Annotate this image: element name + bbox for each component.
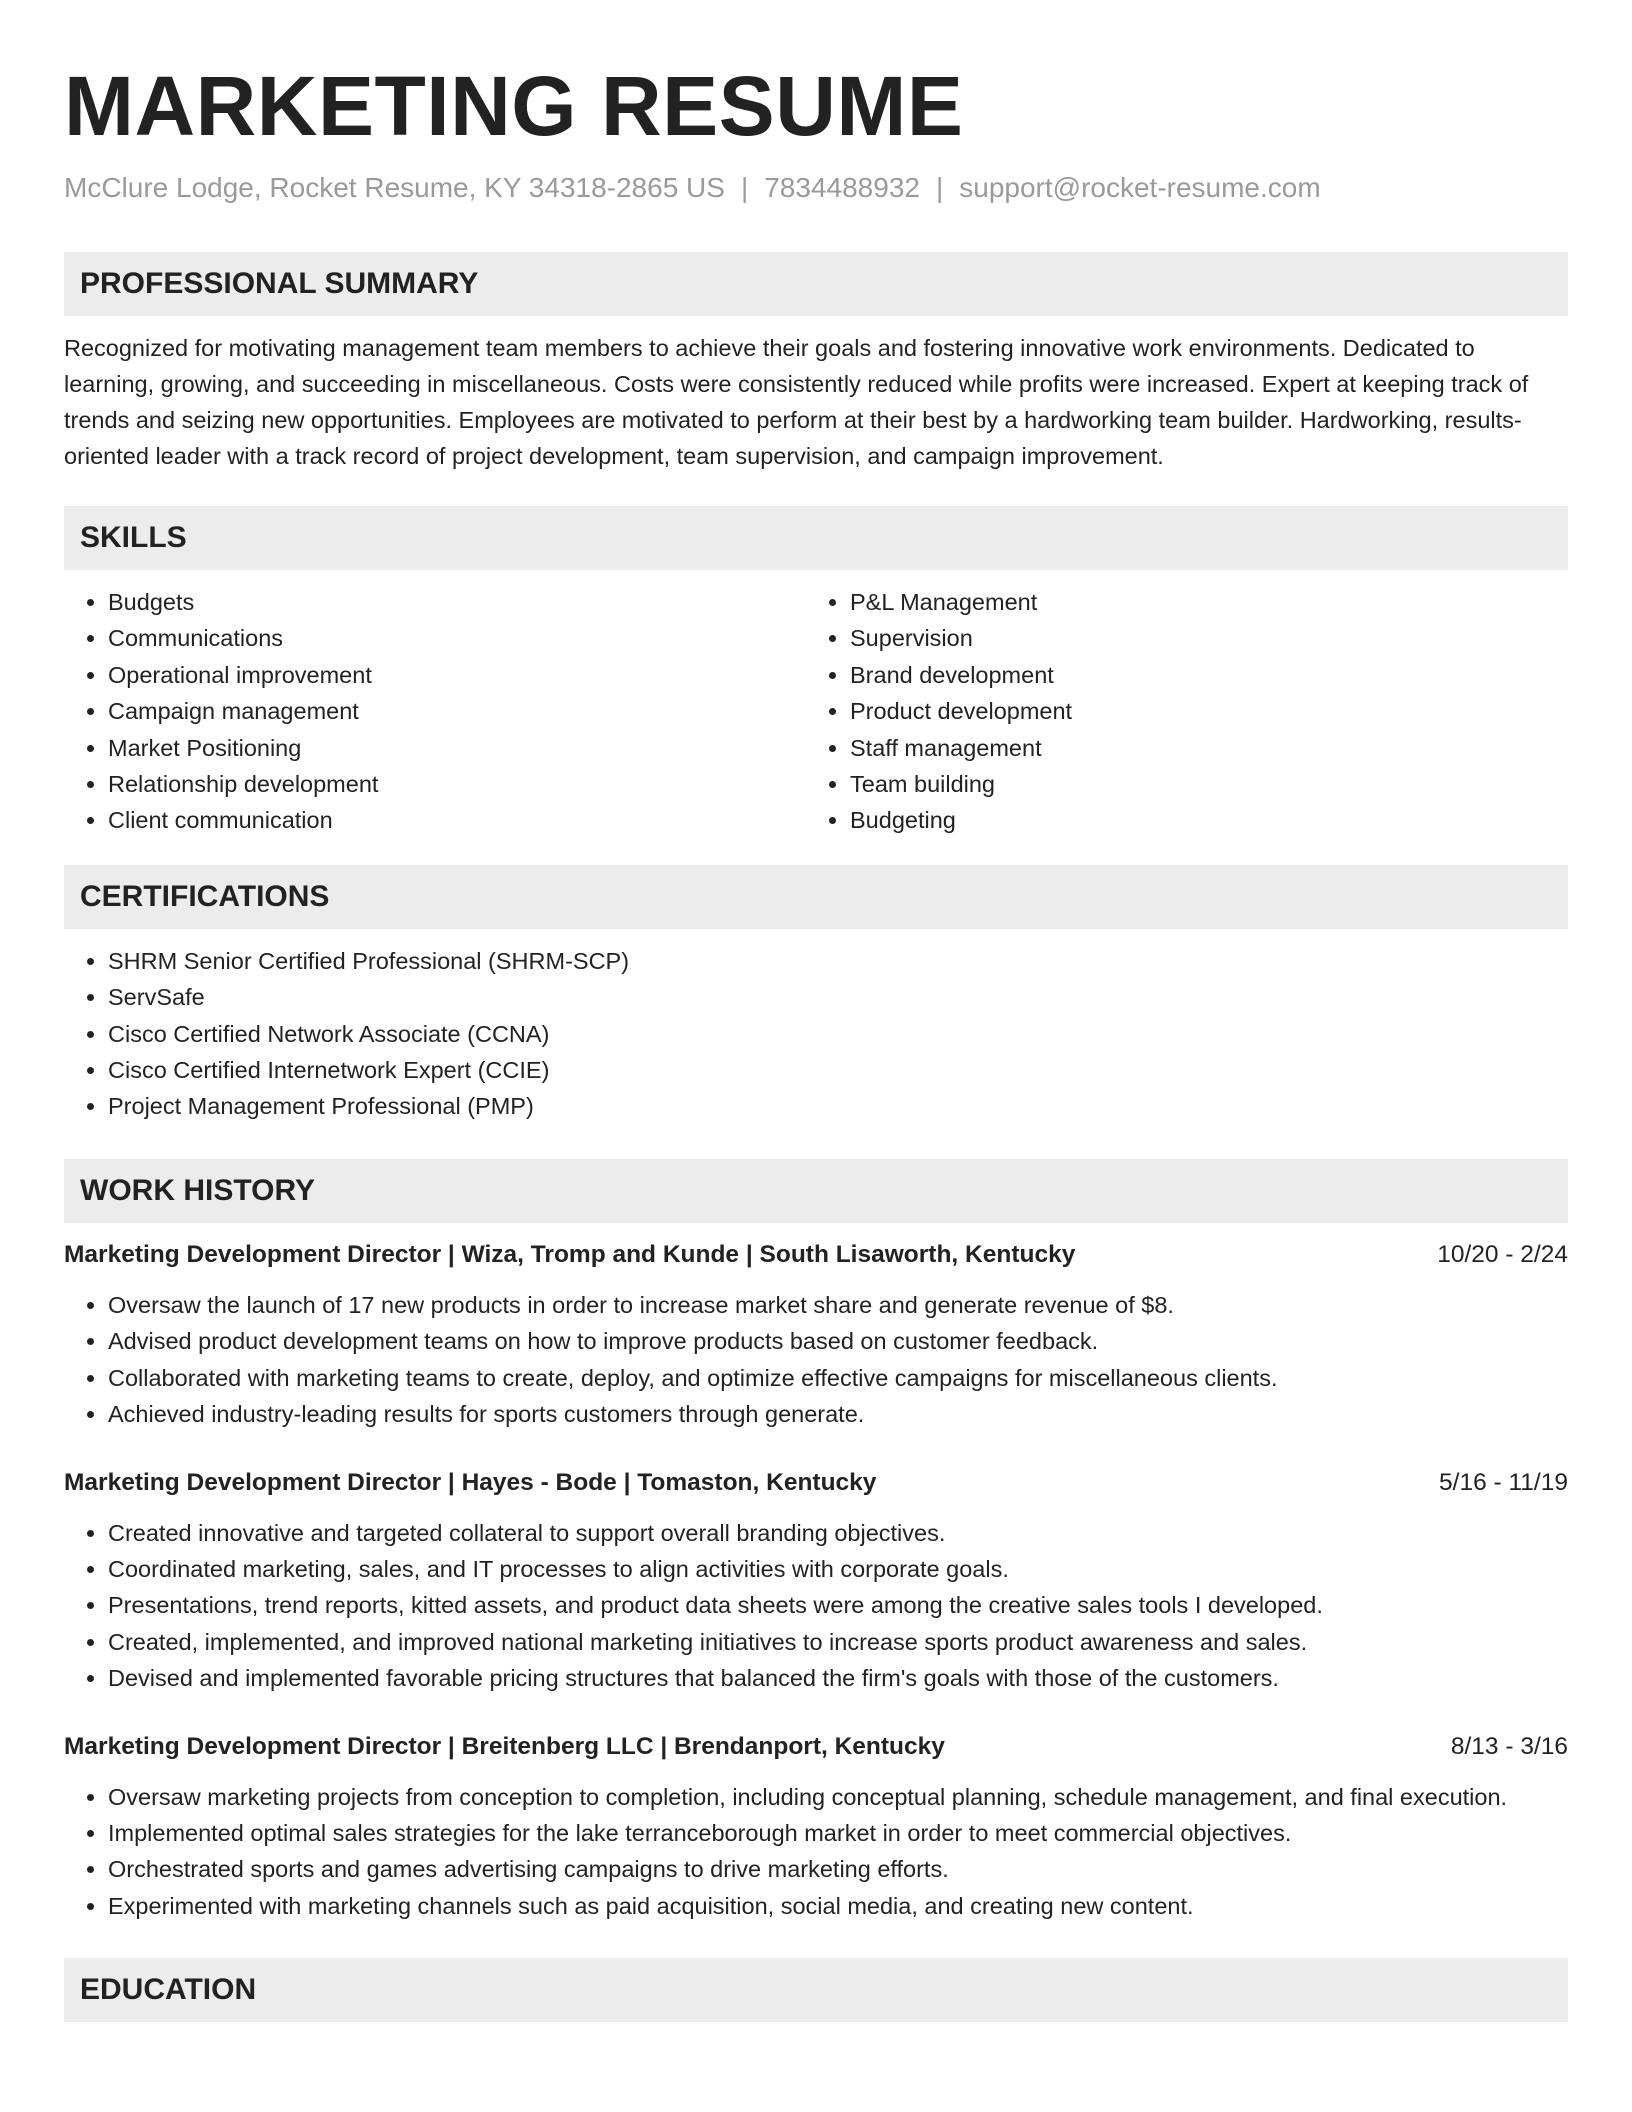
contact-separator: | bbox=[935, 172, 944, 203]
skill-item: • Operational improvement bbox=[108, 657, 806, 693]
work-history-heading: WORK HISTORY bbox=[64, 1159, 1568, 1223]
contact-separator: | bbox=[740, 172, 749, 203]
skill-item: • Campaign management bbox=[108, 693, 806, 729]
skill-item: • Relationship development bbox=[108, 766, 806, 802]
job-title: Marketing Development Director | Hayes - Bode | Tomaston, Kentucky bbox=[64, 1468, 877, 1496]
job-entry bbox=[64, 1465, 1568, 1697]
skill-item: • Communications bbox=[108, 620, 806, 656]
job-bullet: • Implemented optimal sales strategies for the lake terranceborough market in order to meet commercial objectives. bbox=[108, 1815, 1568, 1851]
summary-heading: PROFESSIONAL SUMMARY bbox=[64, 252, 1568, 316]
skills-right-list bbox=[806, 584, 1568, 839]
job-title: Marketing Development Director | Breitenberg LLC | Brendanport, Kentucky bbox=[64, 1732, 945, 1760]
certifications-list bbox=[64, 943, 1568, 1125]
job-bullets bbox=[64, 1779, 1568, 1925]
job-bullet: • Oversaw marketing projects from conception to completion, including conceptual planning, schedule management, and final execution. bbox=[108, 1779, 1568, 1815]
contact-address: McClure Lodge, Rocket Resume, KY 34318-2865 US bbox=[64, 172, 725, 203]
job-entry bbox=[64, 1729, 1568, 1925]
job-bullet: • Achieved industry-leading results for sports customers through generate. bbox=[108, 1396, 1568, 1432]
certification-item: • Cisco Certified Internetwork Expert (CCIE) bbox=[108, 1052, 1568, 1088]
job-dates: 8/13 - 3/16 bbox=[1450, 1732, 1568, 1760]
skill-item: • Budgeting bbox=[850, 802, 1568, 838]
job-bullet: • Devised and implemented favorable pricing structures that balanced the firm's goals with those of the customers. bbox=[108, 1660, 1568, 1696]
job-dates: 10/20 - 2/24 bbox=[1437, 1240, 1568, 1268]
resume-title: MARKETING RESUME bbox=[64, 59, 964, 153]
job-header bbox=[64, 1237, 1568, 1273]
contact-email: support@rocket-resume.com bbox=[959, 172, 1321, 203]
job-bullet: • Coordinated marketing, sales, and IT processes to align activities with corporate goals. bbox=[108, 1551, 1568, 1587]
skills-heading: SKILLS bbox=[64, 506, 1568, 570]
job-bullets bbox=[64, 1515, 1568, 1697]
job-bullet: • Orchestrated sports and games advertising campaigns to drive marketing efforts. bbox=[108, 1851, 1568, 1887]
certification-item: • Project Management Professional (PMP) bbox=[108, 1088, 1568, 1124]
summary-text: Recognized for motivating management team members to achieve their goals and fostering innovative work environments. Dedicated to learning, growing, and succeeding in miscellaneous. Costs were consistently reduced while profits were increased. Expert at keeping track of trends and seizing new opportunities. Employees are motivated to perform at their best by a hardworking team builder. Hardworking, results-oriented leader with a track record of project development, team supervision, and campaign improvement. bbox=[64, 335, 1529, 469]
job-bullet: • Experimented with marketing channels such as paid acquisition, social media, and creating new content. bbox=[108, 1888, 1568, 1924]
job-bullet: • Created innovative and targeted collateral to support overall branding objectives. bbox=[108, 1515, 1568, 1551]
job-bullet: • Created, implemented, and improved national marketing initiatives to increase sports product awareness and sales. bbox=[108, 1624, 1568, 1660]
skills-left-list bbox=[64, 584, 806, 839]
skill-item: • Client communication bbox=[108, 802, 806, 838]
contact-line bbox=[64, 168, 1568, 208]
certification-item: • Cisco Certified Network Associate (CCNA) bbox=[108, 1016, 1568, 1052]
skill-item: • Market Positioning bbox=[108, 730, 806, 766]
contact-phone: 7834488932 bbox=[764, 172, 920, 203]
skill-item: • Product development bbox=[850, 693, 1568, 729]
certification-item: • SHRM Senior Certified Professional (SHRM-SCP) bbox=[108, 943, 1568, 979]
job-bullet: • Oversaw the launch of 17 new products in order to increase market share and generate revenue of $8. bbox=[108, 1287, 1568, 1323]
certification-item: • ServSafe bbox=[108, 979, 1568, 1015]
job-dates: 5/16 - 11/19 bbox=[1439, 1468, 1568, 1496]
job-entry bbox=[64, 1237, 1568, 1433]
job-header bbox=[64, 1729, 1568, 1765]
skill-item: • Team building bbox=[850, 766, 1568, 802]
skill-item: • Brand development bbox=[850, 657, 1568, 693]
education-heading: EDUCATION bbox=[64, 1958, 1568, 2022]
skill-item: • P&L Management bbox=[850, 584, 1568, 620]
job-bullets bbox=[64, 1287, 1568, 1433]
certifications-heading: CERTIFICATIONS bbox=[64, 865, 1568, 929]
skills-grid bbox=[64, 584, 1568, 839]
job-bullet: • Advised product development teams on how to improve products based on customer feedback. bbox=[108, 1323, 1568, 1359]
job-title: Marketing Development Director | Wiza, Tromp and Kunde | South Lisaworth, Kentucky bbox=[64, 1240, 1076, 1268]
job-bullet: • Collaborated with marketing teams to create, deploy, and optimize effective campaigns for miscellaneous clients. bbox=[108, 1360, 1568, 1396]
skill-item: • Supervision bbox=[850, 620, 1568, 656]
job-bullet: • Presentations, trend reports, kitted assets, and product data sheets were among the creative sales tools I developed. bbox=[108, 1587, 1568, 1623]
skill-item: • Staff management bbox=[850, 730, 1568, 766]
job-header bbox=[64, 1465, 1568, 1501]
skill-item: • Budgets bbox=[108, 584, 806, 620]
